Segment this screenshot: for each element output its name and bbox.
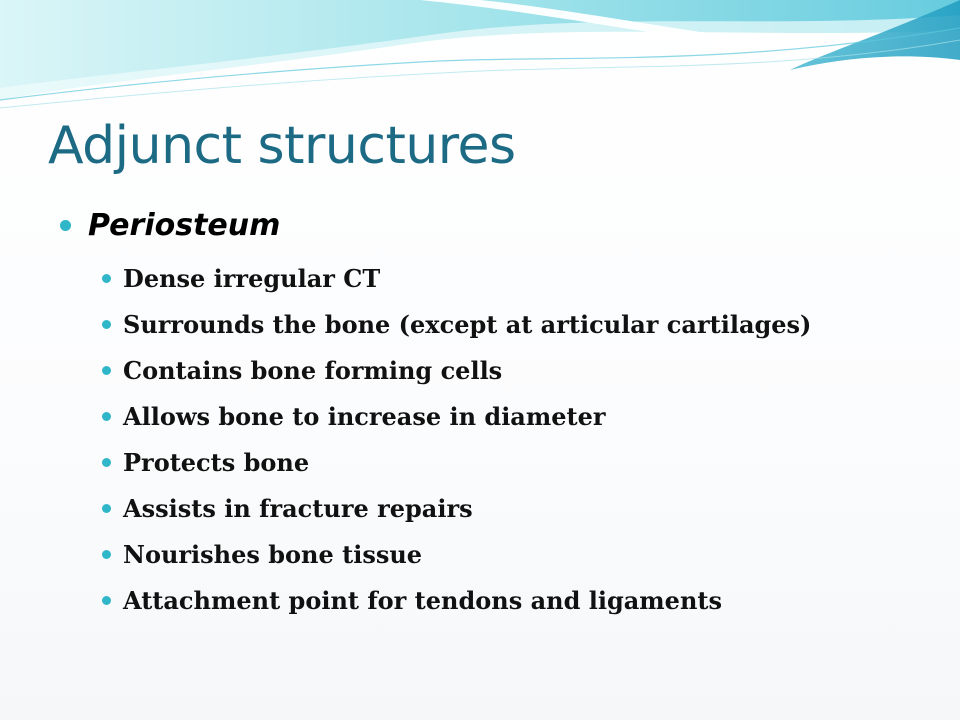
- list-item: [102, 347, 940, 393]
- list-item: [102, 531, 940, 577]
- sub-bullet-text: Allows bone to increase in diameter: [123, 401, 606, 431]
- sub-bullet-list: [60, 255, 940, 623]
- list-item: [102, 485, 940, 531]
- main-bullet-item: [60, 208, 940, 243]
- bullet-dot-icon: [102, 274, 111, 283]
- list-item: [102, 577, 940, 623]
- bullet-dot-icon: [102, 412, 111, 421]
- main-bullet-text: Periosteum: [88, 208, 281, 243]
- sub-bullet-text: Assists in fracture repairs: [123, 493, 473, 523]
- bullet-dot-icon: [102, 504, 111, 513]
- bullet-dot-icon: [102, 320, 111, 329]
- bullet-dot-icon: [102, 366, 111, 375]
- sub-bullet-text: Contains bone forming cells: [123, 355, 503, 385]
- slide-title: Adjunct structures: [48, 116, 516, 176]
- slide-body: [60, 208, 940, 623]
- sub-bullet-text: Dense irregular CT: [123, 263, 381, 293]
- bullet-dot-icon: [102, 458, 111, 467]
- bullet-dot-icon: [102, 550, 111, 559]
- list-item: [102, 301, 940, 347]
- bullet-dot-icon: [60, 220, 71, 231]
- sub-bullet-text: Nourishes bone tissue: [123, 539, 423, 569]
- list-item: [102, 255, 940, 301]
- sub-bullet-text: Protects bone: [123, 447, 310, 477]
- sub-bullet-text: Surrounds the bone (except at articular cartilages): [123, 309, 812, 339]
- bullet-dot-icon: [102, 596, 111, 605]
- sub-bullet-text: Attachment point for tendons and ligaments: [123, 585, 722, 615]
- decorative-wave-header: [0, 0, 960, 120]
- list-item: [102, 439, 940, 485]
- list-item: [102, 393, 940, 439]
